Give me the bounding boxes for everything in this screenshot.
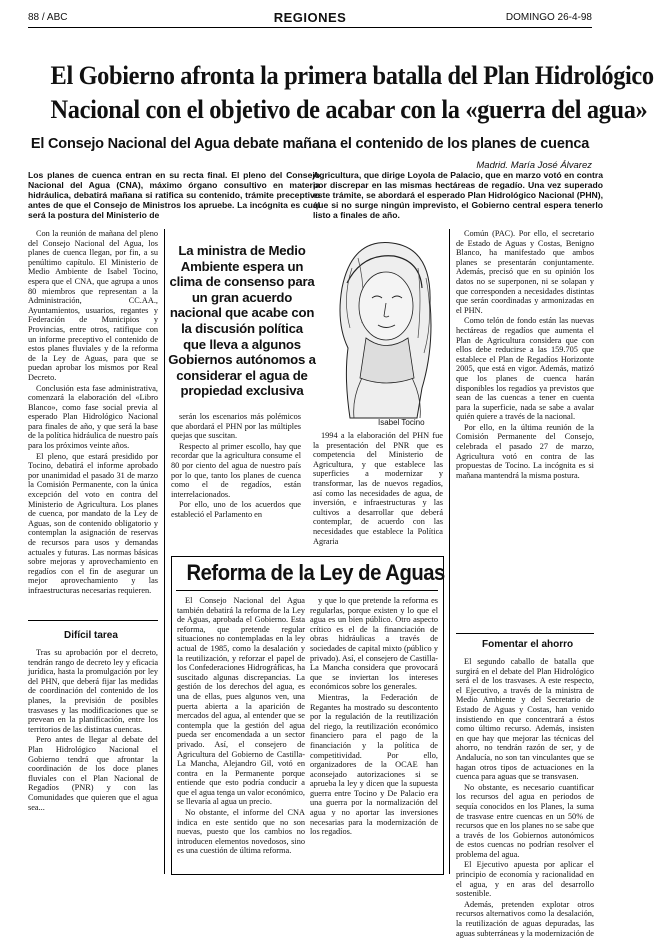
- paragraph: No obstante, es necesario cuantificar los recursos del agua en periodos de sequía conocidos en los Planes, la suma de trasvase entre cuencas en un 50% de recursos que en los planes no se sabe que a través de los Gobiernos autonómicos de estos cuencas no podrían resolver el problema del agua.: [456, 782, 594, 859]
- column-1-top: [28, 229, 158, 612]
- column-3-top: [313, 431, 443, 546]
- paragraph: Tras su aprobación por el decreto, tendrán rango de decreto ley y eficacia jurídica, hasta la promulgación por ley del PHN, que deberá fijar las medidas de coordinación del contenido de los planes, la previsión de posibles trasvases y las modificaciones que se prevean en la planificación, entre los territorios de las distintas cuencas.: [28, 648, 158, 734]
- page-header: [28, 12, 592, 26]
- paragraph: Además, pretenden explotar otros recursos alternativos como la desalación, la reutilización de aguas depuradas, las aguas subterráneas y la modernización de: [456, 899, 594, 938]
- sidebar-column-right: [310, 596, 438, 870]
- headline-line-2: Nacional con el objetivo de acabar con la «guerra del agua»: [50, 94, 648, 124]
- paragraph: Con la reunión de mañana del pleno del Consejo Nacional del Agua, los planes de cuenca llegan, por fin, a su penúltimo capítulo. El Ministerio de Medio Ambiente de Isabel Tocino, espera que el CNA, que agrupa a unos 80 miembros que representan a la Administración, CC.AA., Ayuntamientos, usuarios, regantes y Federación de Municipios y Provincias, entre otros, ratifique con un informe preceptivo el contenido de estos planes fluviales y de la reforma de la Ley de Aguas, para que se puedan aprobar los mismos por Real Decreto.: [28, 229, 158, 382]
- paragraph: Por ello, en la última reunión de la Comisión Permanente del Consejo, celebrada el pasado 27 de marzo, Agricultura votó en contra de las propuestas de Tocino. La incógnita es si mañana mantendrá la misma postura.: [456, 422, 594, 480]
- lead-paragraph-right: Agricultura, que dirige Loyola de Palacio, que en marzo votó en contra por discrepar en las mismas hectáreas de regadío. Una vez superado este trámite, se abordará el esperado Plan Hidrológico Nacional (PHN), que si no surge ningún imprevisto, el Gobierno central espera tenerlo listo a finales de año.: [313, 170, 603, 220]
- paragraph: Por ello, uno de los acuerdos que estableció el Parlamento en: [171, 500, 301, 519]
- header-rule: [28, 27, 592, 28]
- subhead-rule: [456, 633, 594, 634]
- page-label: 88 / ABC: [28, 12, 68, 23]
- paragraph: serán los escenarios más polémicos que abordará el PHN por las múltiples quejas que suscitan.: [171, 412, 301, 441]
- paragraph: El Ejecutivo apuesta por aplicar el principio de economía y racionalidad en el agua, y en aras del desarrollo sostenible.: [456, 860, 594, 899]
- paragraph: Conclusión esta fase administrativa, comenzará la elaboración del «Libro Blanco», como fase social previa al esperado Plan Hidrológico Nacional para finales de año, y que será la base de la política hidráulica de nuestro país para los próximos veinte años.: [28, 383, 158, 451]
- lead-paragraph-left: Los planes de cuenca entran en su recta final. El pleno del Consejo Nacional del Agua (CNA), máximo órgano consultivo en materia hidráulica, debatirá mañana si ratifica su contenido, trámite preceptivo antes de que el Consejo de Ministros los apruebe. La incógnita es cuál será la postura del Ministerio de: [28, 170, 320, 220]
- subhead-rule: [28, 620, 158, 621]
- sidebar-column-left: [177, 596, 305, 870]
- paragraph: El segundo caballo de batalla que surgirá en el debate del Plan Hidrológico será el de los trasvases. A este respecto, el Ejecutivo, a través de la ministra de Medio Ambiente y del Secretario de Estado de Aguas y Costas, han venido insistiendo en que concentrará a éstos como último recurso. Además, insisten en que hay que mejorar las técnicas del ahorro, no tendrán razón de ser, y de Andalucía, no son tan vinculantes que se hagan otros tipos de actuaciones en la cuenca para aguas que se transvasen.: [456, 657, 594, 782]
- paragraph: y que lo que pretende la reforma es regularlas, porque existen y lo que el agua es un bien público. Otro aspecto crítico es el de la financiación de obras hidráulicas a través de sociedades de capital mixto (público y privado). Así, el consejero de Castilla-La Mancha considera que provocará que se inviertan los intereses económicos sobre los generales.: [310, 596, 438, 692]
- paragraph: El Consejo Nacional del Agua también debatirá la reforma de la Ley de Aguas, aprobada el Gobierno. Esta reforma, que pretende regular situaciones no contempladas en la ley actual de 1985, como la desalación y la reutilización, y reforzar el papel de los Confederaciones Hidrográficas, ha suscitado algunas discrepancias. La gestión de los derechos del agua, es una de ellas, pues algunos ven, una puerta abierta a la aparición de mercados del agua, al entender que se contempla que la gestión del agua pueda ser encomendada a un sector privado. Así, el consejero de Agricultura del Gobierno de Castilla-La Mancha, Alejandro Gil, votó en contra en la Permanente porque entiende que esto podría conducir a que el agua tenga un valor económico, se llevaría al agua un precio.: [177, 596, 305, 807]
- column-2-top: [171, 412, 301, 544]
- column-rule: [449, 229, 450, 874]
- paragraph: No obstante, el informe del CNA indica en este sentido que no son nuevas, puesto que los cambios no introducen elementos novedosos, sino es una cuestión de última reforma.: [177, 808, 305, 856]
- subheadline: El Consejo Nacional del Agua debate mañana el contenido de los planes de cuenca: [30, 136, 590, 152]
- column-1-bottom: [28, 648, 158, 873]
- paragraph: Pero antes de llegar al debate del Plan Hidrológico Nacional el Gobierno tendrá que afrontar la coordinación de los doce planes fluviales con el Plan Nacional de Regadíos (PNR) y con las Comunidades que quieren que el agua sea...: [28, 735, 158, 812]
- paragraph: Mientras, la Federación de Regantes ha mostrado su descontento por la regulación de la reutilización del riego, la reutilización económico financiero para el pago de la financiación y la política de competitividad. Por ello, organizadores de la OCAE han aconsejado autorizaciones si se aprueba la ley y dicen que la supuesta guerra entre Tocino y De Palacio era una guerra por la normalización del agua y no aportar las inversiones necesarias para la modernización de los regadíos.: [310, 692, 438, 837]
- sidebar-title-rule: [176, 590, 438, 591]
- column-4-top: [456, 229, 594, 627]
- paragraph: Común (PAC). Por ello, el secretario de Estado de Aguas y Costas, Benigno Blanco, ha manifestado que ambos planes se presentarán conjuntamente. Además, precisó que en su opinión los datos no se superponen, ni se solapan y que corresponden a necesidades distintas que serán coordinadas y armonizadas en el PHN.: [456, 229, 594, 315]
- section-title: REGIONES: [273, 10, 347, 25]
- subhead-dificil-tarea: Difícil tarea: [64, 630, 118, 641]
- issue-date: DOMINGO 26-4-98: [505, 12, 592, 23]
- headline: [50, 58, 654, 126]
- paragraph: Respecto al primer escollo, hay que recordar que la agricultura consume el 80 por ciento del agua de nuestro país por lo que, tanto los planes de cuenca como el de regadíos, están interrelacionados.: [171, 441, 301, 499]
- photo-credit: Isabel Tocino: [378, 418, 425, 427]
- sidebar-title: Reforma de la Ley de Aguas: [186, 560, 445, 585]
- pull-quote: La ministra de Medio Ambiente espera un clima de consenso para un gran acuerdo nacional que acabe con la discusión política que lleva a algunos Gobiernos autónomos a considerar el agua de propiedad exclusiva: [168, 243, 316, 399]
- column-rule: [164, 229, 165, 874]
- paragraph: 1994 a la elaboración del PHN fue la presentación del PNR que es competencia del Ministerio de Agricultura, y que establece las superficies a modernizar y transformar, las de nuevos regadíos, así como las necesidades de agua, de inversión, e infraestructuras y las cultivos a desarrollar que deberá contemplar, de acuerdo con las necesidades que establece la Política Agraria: [313, 431, 443, 546]
- subhead-fomentar-ahorro: Fomentar el ahorro: [482, 639, 574, 650]
- byline: Madrid. María José Álvarez: [476, 160, 592, 171]
- portrait-photo: [322, 228, 448, 418]
- headline-line-1: El Gobierno afronta la primera batalla del Plan Hidrológico: [50, 60, 654, 90]
- column-4-bottom: [456, 657, 594, 938]
- paragraph: Como telón de fondo están las nuevas hectáreas de regadíos que aumenta el Plan de Agricultura considera que con ellos debe reducirse a las 159.705 que establece el Plan de Regadíos Horizonte 2005, que está en vigor. Además, matizó que los planes de cuenca harán disponibles los regadíos ya previstos que sean de las cuencas a tener en cuenta para la superficie, nada se sabe a avalar quién quiere a través de la nacional.: [456, 316, 594, 422]
- paragraph: El pleno, que estará presidido por Tocino, debatirá el informe aprobado por unanimidad el pasado 31 de marzo la Comisión Permanente, con la única excepción del voto en contra del Ministerio de Agricultura. Los planes de cuenca, por mandato de la Ley de Aguas, son de contenido obligatorio y contemplan la asignación de reservas de recursos para usos y demandas actuales y futuras. Las normas básicas sobre mejoras y aprovechamiento en regadíos con el fin de asegurar un mejor aprovechamiento y las infraestructuras necesarias requieren.: [28, 451, 158, 595]
